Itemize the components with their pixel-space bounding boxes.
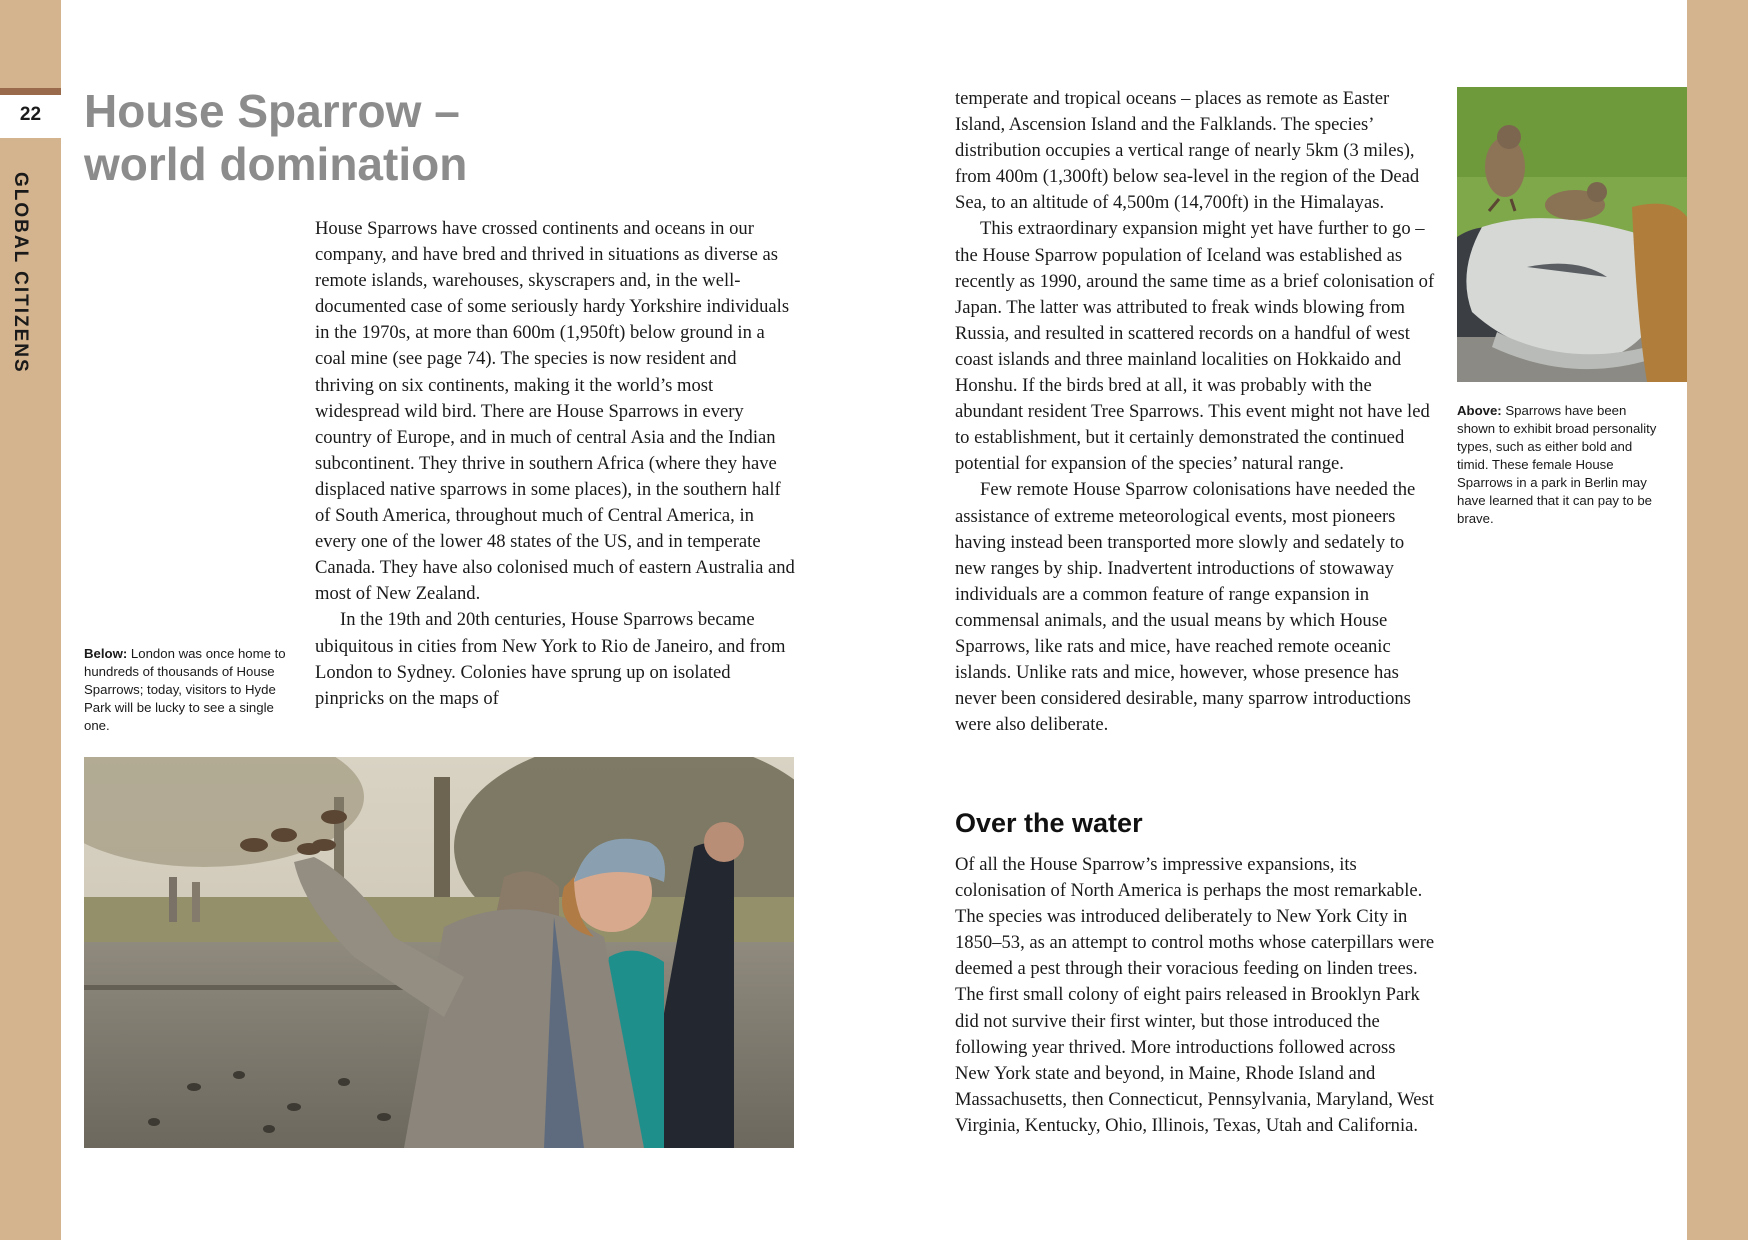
subheading: Over the water [955,808,1143,838]
caption-above-label: Above: [1457,403,1502,418]
caption-above [1457,402,1662,528]
body-paragraph: This extraordinary expansion might yet have further to go – the House Sparrow population of Iceland was established as recently as 1990, around the same time as a brief colonisation of Japan. The latter was attributed to freak winds blowing from Russia, and resulted in scattered records on a handful of west coast islands and three mainland localities on Hokkaido and Honshu. If the birds bred at all, it was probably with the abundant resident Tree Sparrows. This event might not have led to establishment, but it certainly demonstrated the continued potential for expansion of the species’ natural range. [955,218,1435,475]
caption-above-text: Sparrows have been shown to exhibit broad personality types, such as either bold and timid. These female House Sparrows in a park in Berlin may have learned that it can pay to be brave. [1457,403,1657,526]
caption-below [84,645,289,735]
body-paragraph: House Sparrows have crossed continents and oceans in our company, and have bred and thrived in situations as diverse as remote islands, warehouses, skyscrapers and, in the well-documented case of some seriously hardy Yorkshire individuals in the 1970s, at more than 600m (1,950ft) below ground in a coal mine (see page 74). The species is now resident and thriving on six continents, making it the world’s most widespread wild bird. There are House Sparrows in every country of Europe, and in much of central Asia and the Indian subcontinent. They thrive in southern Africa (where they have displaced native sparrows in some places), in the southern half of South America, throughout much of Central America, in every one of the lower 48 states of the US, and in temperate Canada. They have also colonised much of eastern Australia and most of New Zealand. [315,218,795,605]
photo-woman-feeding-sparrows [84,757,794,1148]
section-label [9,172,31,374]
body-paragraph: Of all the House Sparrow’s impressive expansions, its colonisation of North America is perhaps the most remarkable. The species was introduced deliberately to New York City in 1850–53, as an attempt to control moths whose caterpillars were deemed a pest through their voracious feeding on linden trees. The first small colony of eight pairs released in Brooklyn Park did not survive their first winter, but those introduced the following year thrived. More introductions followed across New York state and beyond, in Maine, Rhode Island and Massachusetts, then Connecticut, Pennsylvania, Maryland, West Virginia, Kentucky, Ohio, Illinois, Texas, Utah and California. [955,854,1435,1136]
page-title [84,85,467,191]
section-label-text: GLOBAL CITIZENS [10,172,31,374]
body-column-2 [955,86,1435,738]
photo-sparrows-on-shoe [1457,87,1687,382]
right-margin-band [1687,0,1748,1240]
body-column-3 [955,852,1435,1139]
shoe-photo-illustration [1457,87,1687,382]
body-paragraph: In the 19th and 20th centuries, House Sparrows became ubiquitous in cities from New York to Rio de Janeiro, and from London to Sydney. Colonies have sprung up on isolated pinpricks on the maps of [315,609,786,709]
park-photo-illustration [84,757,794,1148]
body-paragraph: Few remote House Sparrow colonisations have needed the assistance of extreme meteorological events, most pioneers having instead been transported more slowly and sedately to new ranges by ship. Inadvertent introductions of stowaway individuals are a common feature of range expansion in commensal animals, and the usual means by which House Sparrows, like rats and mice, have reached remote oceanic islands. Unlike rats and mice, however, whose presence has never been considered desirable, many sparrow introductions were also deliberate. [955,479,1416,736]
page-title-line-2: world domination [84,138,468,190]
caption-below-text: London was once home to hundreds of thousands of House Sparrows; today, visitors to Hyde Park will be lucky to see a single one. [84,646,286,733]
body-paragraph: temperate and tropical oceans – places as remote as Easter Island, Ascension Island and the Falklands. The species’ distribution occupies a vertical range of nearly 5km (3 miles), from 400m (1,300ft) below sea-level in the region of the Dead Sea, to an altitude of 4,500m (14,700ft) in the Himalayas. [955,88,1420,214]
page-number: 22 [19,104,42,125]
caption-below-label: Below: [84,646,128,661]
page-title-line-1: House Sparrow – [84,85,460,137]
body-column-1 [315,216,795,712]
